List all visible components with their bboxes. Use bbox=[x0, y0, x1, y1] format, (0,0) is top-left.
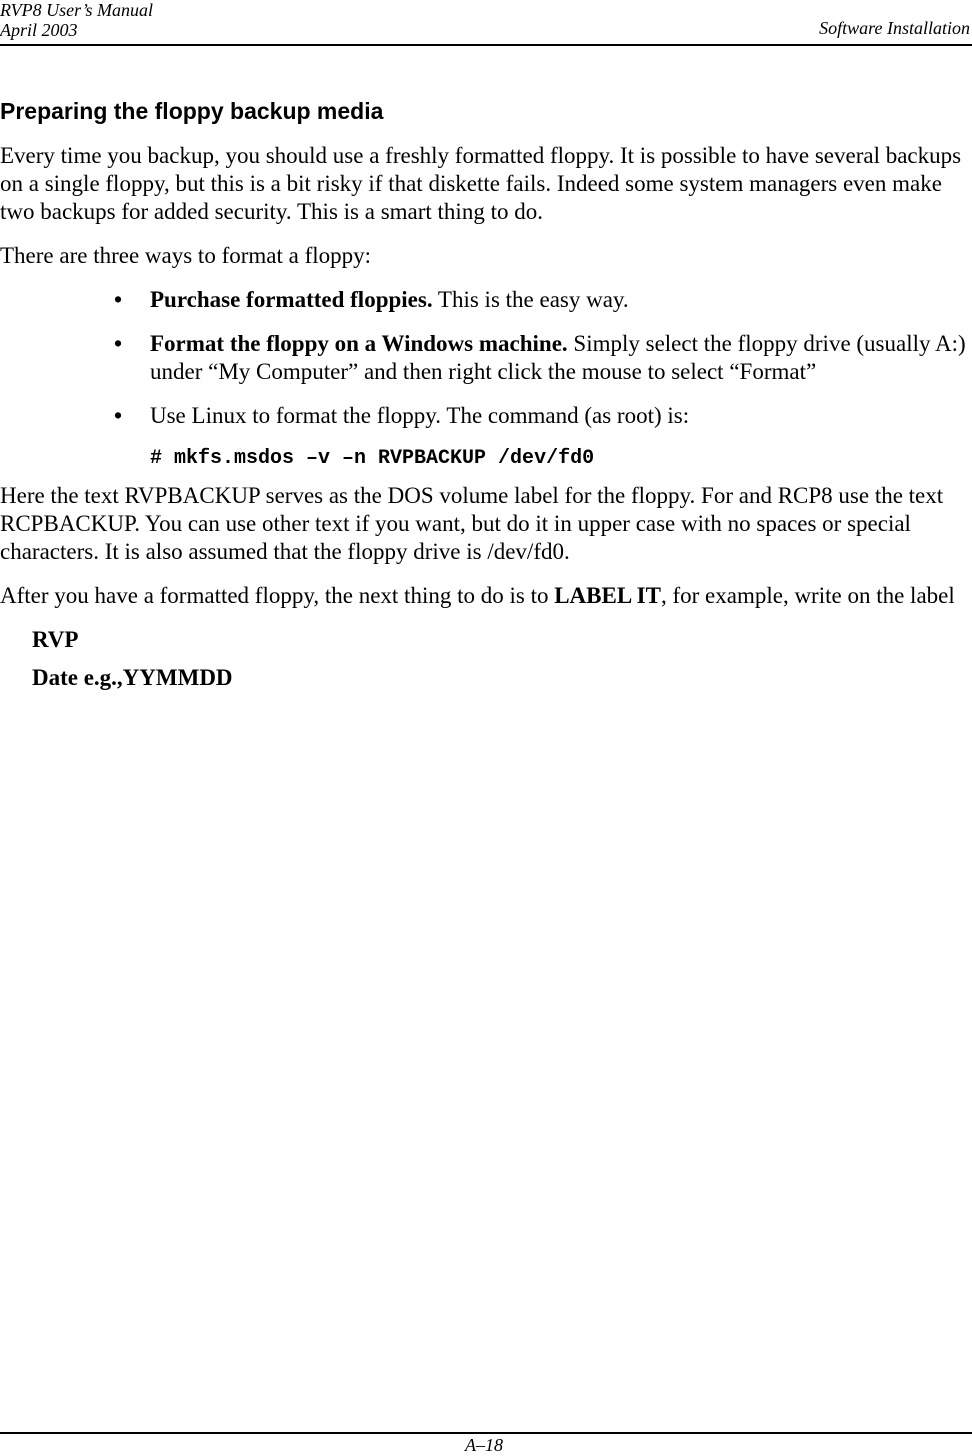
label-it-emphasis: LABEL IT bbox=[554, 583, 661, 608]
format-command: # mkfs.msdos –v –n RVPBACKUP /dev/fd0 bbox=[150, 447, 595, 470]
label-paragraph-after: , for example, write on the label bbox=[660, 583, 955, 608]
list-item bbox=[0, 330, 970, 386]
page-body bbox=[0, 96, 970, 702]
label-line-rvp: RVP bbox=[32, 627, 79, 652]
page-footer bbox=[0, 1432, 972, 1456]
bullet-icon: • bbox=[114, 331, 123, 356]
label-paragraph-before: After you have a formatted floppy, the next thing to do is to bbox=[0, 583, 555, 608]
header-left bbox=[0, 0, 153, 40]
intro-paragraph: Every time you backup, you should use a freshly formatted floppy. It is possible to have several backups on a single floppy, but this is a bit risky if that diskette fails. Indeed some system managers even make two backups for added security. This is a smart thing to do. bbox=[0, 143, 962, 224]
list-item bbox=[0, 286, 970, 314]
format-methods-list bbox=[0, 286, 970, 430]
section-title: Software Installation bbox=[819, 18, 970, 38]
publication-date: April 2003 bbox=[0, 20, 78, 40]
explanation-paragraph: Here the text RVPBACKUP serves as the DOS volume label for the floppy. For and RCP8 use the text RCPBACKUP. You can use other text if you want, but do it in upper case with no spaces or special characters. It is also assumed that the floppy drive is /dev/fd0. bbox=[0, 483, 944, 564]
manual-title: RVP8 User’s Manual bbox=[0, 0, 153, 20]
list-item bbox=[0, 402, 970, 430]
bullet-icon: • bbox=[114, 403, 123, 428]
list-item-text: Use Linux to format the floppy. The command (as root) is: bbox=[150, 403, 690, 428]
section-heading: Preparing the floppy backup media bbox=[0, 98, 384, 124]
list-item-text: Simply select the floppy drive (usually A:) under “My Computer” and then right click the mouse to select “Format” bbox=[150, 331, 966, 384]
page-number: A–18 bbox=[465, 1435, 503, 1455]
list-item-bold: Format the floppy on a Windows machine. bbox=[150, 331, 568, 356]
bullet-icon: • bbox=[114, 287, 123, 312]
label-line-date: Date e.g.,YYMMDD bbox=[32, 665, 233, 690]
label-paragraph bbox=[0, 582, 970, 610]
page-header bbox=[0, 0, 972, 46]
list-item-bold: Purchase formatted floppies. bbox=[150, 287, 433, 312]
ways-intro-paragraph: There are three ways to format a floppy: bbox=[0, 243, 372, 268]
list-item-text: This is the easy way. bbox=[432, 287, 629, 312]
